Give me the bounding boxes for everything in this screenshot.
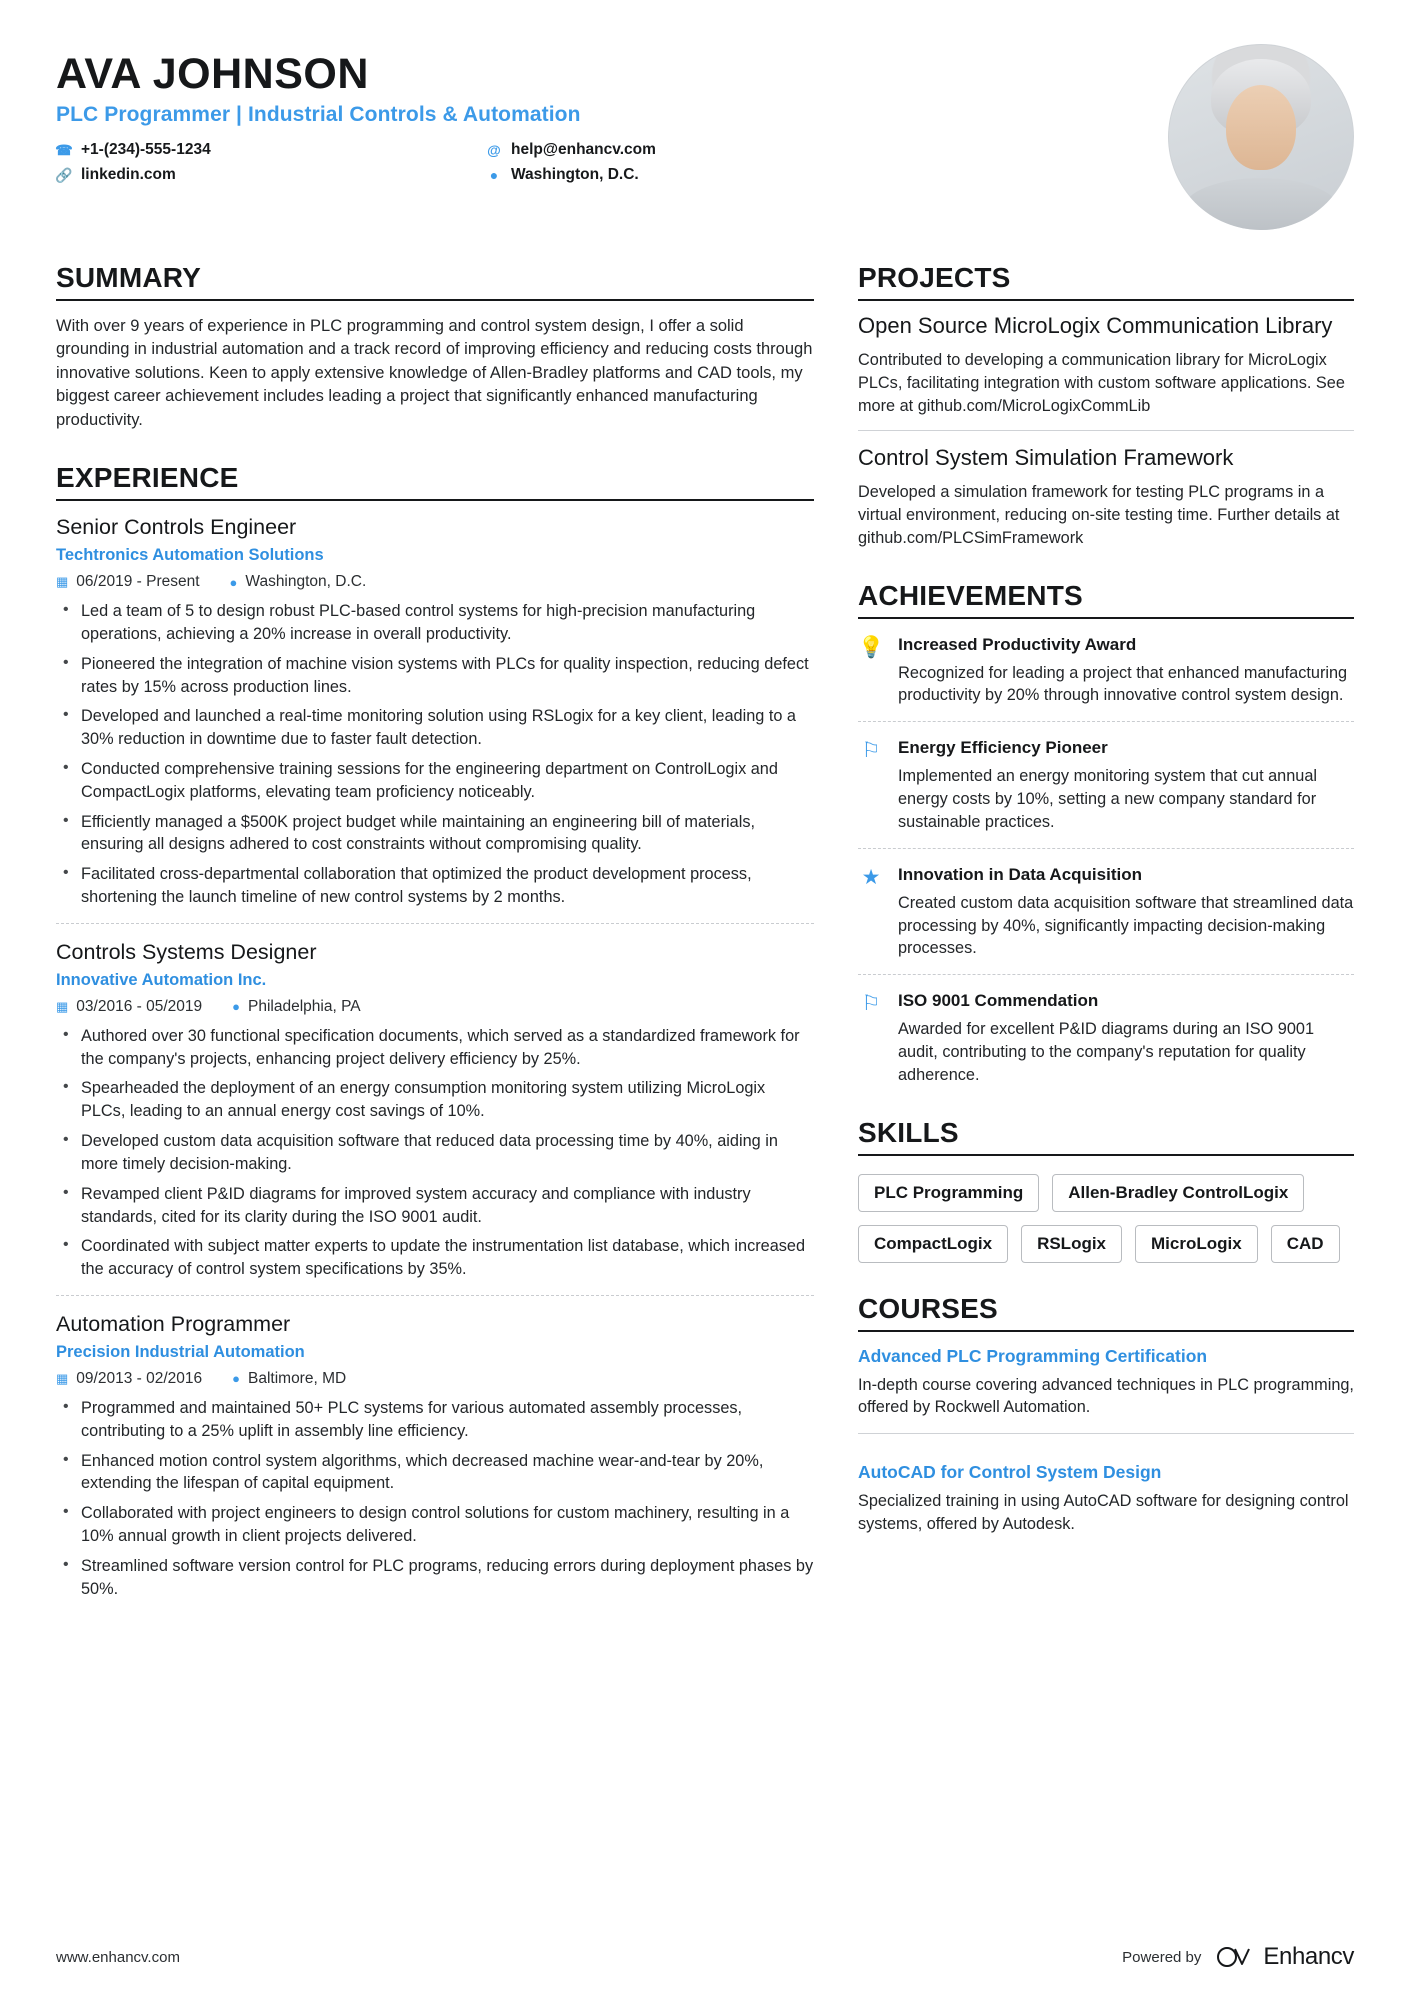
contact-linkedin-text: linkedin.com — [81, 166, 176, 184]
project-title: Control System Simulation Framework — [858, 444, 1234, 470]
job-meta — [56, 998, 814, 1016]
flag-icon: ⚐ — [861, 992, 881, 1016]
right-column — [858, 262, 1354, 1607]
job-location-text: Washington, D.C. — [245, 573, 367, 591]
experience-item — [56, 1295, 814, 1601]
achievement-item — [858, 974, 1354, 1086]
lightbulb-icon: 💡 — [858, 635, 885, 659]
achievement-title: ISO 9001 Commendation — [898, 991, 1099, 1011]
job-bullets — [56, 1397, 814, 1601]
email-icon: @ — [487, 142, 501, 159]
job-location-text: Baltimore, MD — [248, 1369, 347, 1387]
location-icon: ● — [232, 1371, 240, 1387]
project-item — [858, 301, 1354, 418]
list-item: • Pioneered the integration of machine vision systems with PLCs for quality inspection, reducing defect rates by 15% across production lines. — [56, 653, 814, 699]
skill-tag: RSLogix — [1021, 1225, 1122, 1263]
skill-tag: CompactLogix — [858, 1225, 1008, 1263]
location-icon: ● — [489, 167, 499, 184]
page-footer — [0, 1917, 1410, 1995]
achievement-title: Innovation in Data Acquisition — [898, 864, 1142, 884]
location-icon: ● — [232, 999, 240, 1015]
course-title[interactable]: AutoCAD for Control System Design — [858, 1462, 1162, 1483]
project-item — [858, 430, 1354, 550]
resume-columns — [56, 262, 1354, 1607]
achievement-description: Created custom data acquisition software that streamlined data processing by 40%, significantly impacting decision-making processes. — [898, 893, 1354, 958]
job-location — [232, 1370, 346, 1388]
experience-item — [56, 923, 814, 1281]
job-location — [230, 573, 367, 591]
skill-tag: CAD — [1271, 1225, 1340, 1263]
list-item: • Streamlined software version control for PLC programs, reducing errors during deployment phases by 50%. — [56, 1555, 814, 1601]
course-item — [858, 1446, 1354, 1536]
contact-linkedin[interactable] — [56, 166, 476, 184]
course-description: Specialized training in using AutoCAD software for designing control systems, offered by Autodesk. — [858, 1492, 1349, 1534]
page-title: AVA JOHNSON — [56, 50, 369, 98]
avatar — [1168, 44, 1354, 230]
list-item: • Developed custom data acquisition software that reduced data processing time by 40%, aiding in more timely decision-making. — [56, 1130, 814, 1176]
job-dates — [56, 573, 200, 591]
job-location-text: Philadelphia, PA — [248, 997, 361, 1015]
job-dates-text: 09/2013 - 02/2016 — [76, 1369, 203, 1387]
footer-url[interactable]: www.enhancv.com — [56, 1948, 180, 1966]
professional-headline: PLC Programmer | Industrial Controls & Automation — [56, 103, 581, 127]
section-title-courses: COURSES — [858, 1293, 1354, 1332]
list-item: • Conducted comprehensive training sessions for the engineering department on ControlLogix and CompactLogix platforms, elevating team proficiency noticeably. — [56, 758, 814, 804]
achievement-description: Awarded for excellent P&ID diagrams during an ISO 9001 audit, contributing to the company's reputation for quality adherence. — [898, 1020, 1315, 1084]
contact-location — [486, 166, 656, 184]
list-item: • Led a team of 5 to design robust PLC-based control systems for high-precision manufacturing operations, achieving a 20% increase in overall productivity. — [56, 600, 814, 646]
course-title[interactable]: Advanced PLC Programming Certification — [858, 1345, 1208, 1366]
enhancv-mark-icon — [1215, 1945, 1255, 1969]
flag-icon: ⚐ — [861, 739, 881, 763]
job-company[interactable]: Precision Industrial Automation — [56, 1342, 305, 1361]
list-item: • Developed and launched a real-time monitoring solution using RSLogix for a key client, leading to a 30% reduction in downtime due to faster fault detection. — [56, 705, 814, 751]
list-item: • Coordinated with subject matter experts to update the instrumentation list database, which increased the accuracy of control system specifications by 35%. — [56, 1235, 814, 1281]
list-item: • Programmed and maintained 50+ PLC systems for various automated assembly processes, contributing to a 25% uplift in assembly line efficiency. — [56, 1397, 814, 1443]
job-title: Automation Programmer — [56, 1311, 291, 1336]
section-title-summary: SUMMARY — [56, 262, 814, 301]
section-title-achievements: ACHIEVEMENTS — [858, 580, 1354, 619]
list-item: • Authored over 30 functional specification documents, which served as a standardized framework for the company's projects, enhancing project delivery efficiency by 25%. — [56, 1025, 814, 1071]
avatar-shoulders — [1183, 178, 1339, 230]
star-icon: ★ — [861, 865, 881, 889]
phone-icon: ☎ — [55, 141, 73, 158]
project-description: Developed a simulation framework for testing PLC programs in a virtual environment, reducing on-site testing time. Further details at github.com/PLCSimFramework — [858, 483, 1340, 547]
job-dates — [56, 1370, 202, 1388]
summary-text: With over 9 years of experience in PLC programming and control system design, I offer a solid grounding in industrial automation and a track record of improving efficiency and reducing costs through innovative solutions. Keen to apply extensive knowledge of Allen-Bradley platforms and CAD tools, my biggest career achievement includes leading a project that significantly enhanced manufacturing productivity. — [56, 317, 813, 429]
achievement-description: Implemented an energy monitoring system that cut annual energy costs by 10%, setting a new company standard for sustainable practices. — [898, 767, 1318, 831]
list-item: • Efficiently managed a $500K project budget while maintaining an engineering bill of materials, ensuring all designs adhered to cost constraints without compromising quality. — [56, 811, 814, 857]
job-dates-text: 03/2016 - 05/2019 — [76, 997, 203, 1015]
header-text-block — [56, 44, 656, 184]
contact-phone[interactable] — [56, 141, 476, 159]
footer-branding — [1122, 1943, 1354, 1971]
skill-tag: Allen-Bradley ControlLogix — [1052, 1174, 1304, 1212]
course-description: In-depth course covering advanced techniques in PLC programming, offered by Rockwell Automation. — [858, 1374, 1354, 1435]
project-description: Contributed to developing a communication library for MicroLogix PLCs, facilitating integration with custom software applications. See more at github.com/MicroLogixCommLib — [858, 351, 1345, 416]
job-dates-text: 06/2019 - Present — [76, 573, 200, 591]
job-title: Controls Systems Designer — [56, 939, 317, 964]
experience-item — [56, 501, 814, 909]
job-company[interactable]: Techtronics Automation Solutions — [56, 546, 324, 565]
job-company[interactable]: Innovative Automation Inc. — [56, 970, 267, 989]
list-item: • Facilitated cross-departmental collaboration that optimized the product development process, shortening the launch timeline of new control systems by 2 months. — [56, 863, 814, 909]
job-meta — [56, 1370, 814, 1388]
calendar-icon: ▦ — [56, 574, 69, 590]
project-title: Open Source MicroLogix Communication Library — [858, 313, 1333, 338]
course-item — [858, 1332, 1354, 1435]
link-icon: 🔗 — [55, 166, 73, 183]
location-icon: ● — [229, 574, 238, 590]
enhancv-wordmark: Enhancv — [1263, 1943, 1354, 1970]
job-location — [232, 998, 360, 1016]
job-title: Senior Controls Engineer — [56, 515, 297, 540]
job-meta — [56, 573, 814, 591]
list-item: • Spearheaded the deployment of an energy consumption monitoring system utilizing MicroLogix PLCs, leading to an annual energy cost savings of 10%. — [56, 1077, 814, 1123]
achievement-item — [858, 619, 1354, 708]
job-dates — [56, 998, 202, 1016]
contact-email-text: help@enhancv.com — [511, 141, 656, 159]
powered-by-label: Powered by — [1122, 1948, 1202, 1966]
achievement-description: Recognized for leading a project that enhanced manufacturing productivity by 20% through innovative control system design. — [898, 663, 1348, 705]
resume-header — [56, 44, 1354, 240]
contact-phone-text: +1-(234)-555-1234 — [81, 141, 211, 159]
calendar-icon: ▦ — [56, 1370, 69, 1386]
job-bullets — [56, 1025, 814, 1281]
contact-location-text: Washington, D.C. — [511, 166, 639, 184]
skill-tag: PLC Programming — [858, 1174, 1039, 1212]
section-title-projects: PROJECTS — [858, 262, 1354, 301]
list-item: • Revamped client P&ID diagrams for improved system accuracy and compliance with industry standards, cited for its clarity during the ISO 9001 audit. — [56, 1183, 814, 1229]
achievement-title: Energy Efficiency Pioneer — [898, 738, 1108, 758]
list-item: • Enhanced motion control system algorithms, which decreased machine wear-and-tear by 20%, extending the lifespan of capital equipment. — [56, 1450, 814, 1496]
job-bullets — [56, 600, 814, 909]
achievement-item — [858, 721, 1354, 833]
list-item: • Collaborated with project engineers to design control solutions for custom machinery, resulting in a 10% annual growth in client projects delivered. — [56, 1502, 814, 1548]
contact-details — [56, 141, 656, 184]
enhancv-logo — [1215, 1943, 1354, 1971]
skills-list — [858, 1174, 1354, 1263]
left-column — [56, 262, 814, 1607]
section-title-experience: EXPERIENCE — [56, 462, 814, 501]
achievement-title: Increased Productivity Award — [898, 634, 1137, 654]
contact-email[interactable] — [486, 141, 656, 159]
skill-tag: MicroLogix — [1135, 1225, 1258, 1263]
achievement-item — [858, 848, 1354, 960]
calendar-icon: ▦ — [56, 998, 69, 1014]
section-title-skills: SKILLS — [858, 1117, 1354, 1156]
